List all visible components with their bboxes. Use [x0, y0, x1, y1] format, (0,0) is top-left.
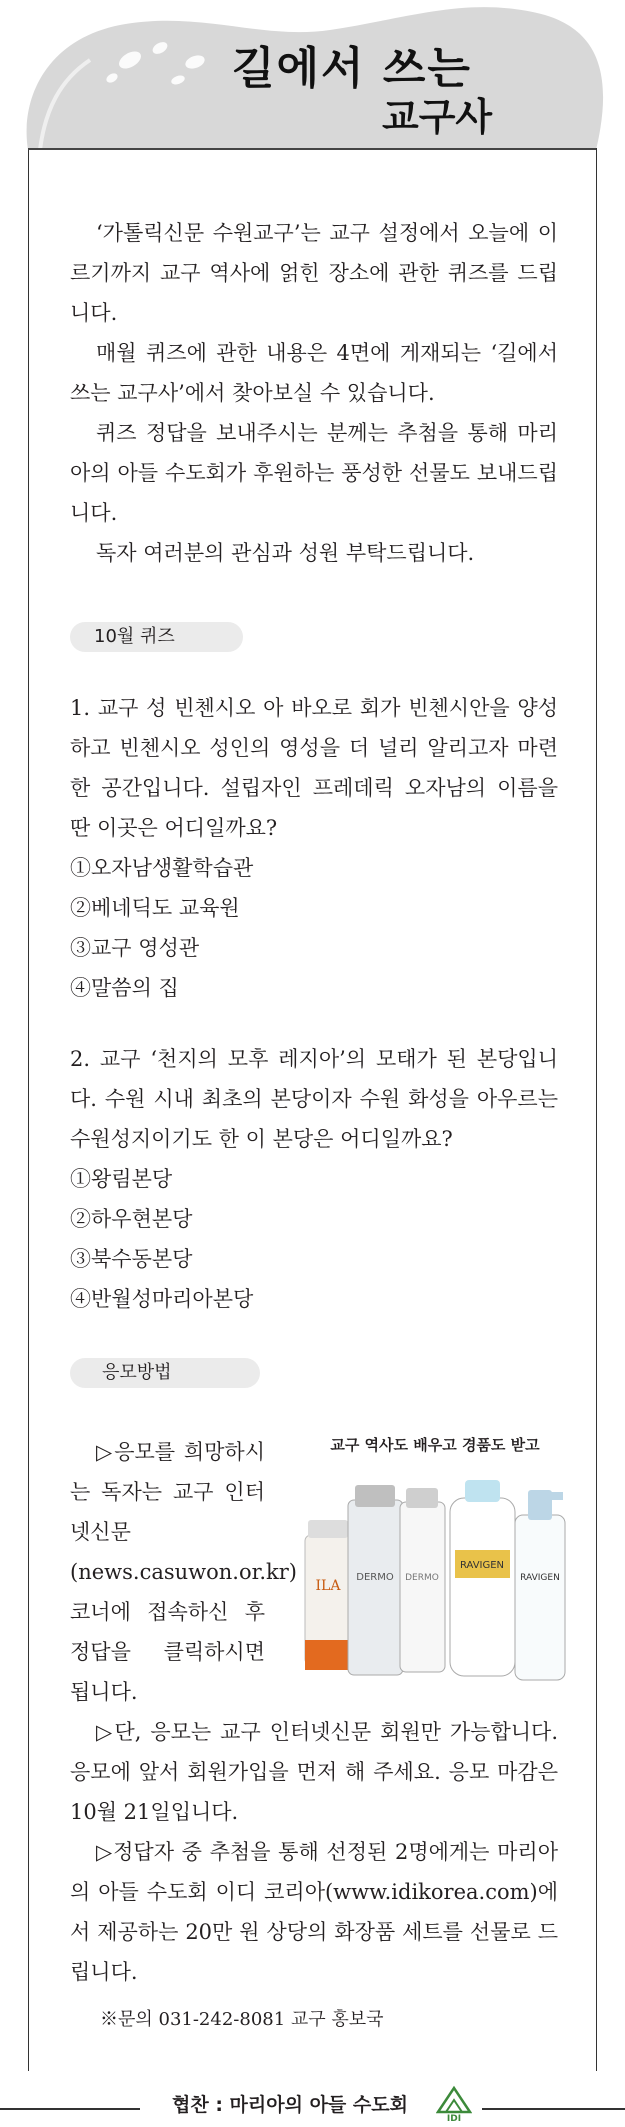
question-2-option: ④반월성마리아본당	[70, 1287, 254, 1311]
footer-rule-right	[482, 2108, 625, 2110]
question-1	[70, 688, 558, 1008]
apply-paragraph-1	[70, 1432, 297, 1712]
cosmetics-set-image	[300, 1480, 570, 1690]
question-1-option: ④말씀의 집	[70, 976, 179, 1000]
header	[0, 0, 625, 150]
title-line-2: 교구사	[382, 95, 493, 139]
question-1-option: ②베네딕도 교육원	[70, 896, 240, 920]
apply-text-2: ▷단, 응모는 교구 인터넷신문 회원만 가능합니다. 응모에 앞서 회원가입을 먼저 해 주세요. 응모 마감은 10월 21일입니다.	[70, 1720, 558, 1824]
intro-paragraph: 매월 퀴즈에 관한 내용은 4면에 게재되는 ‘길에서 쓰는 교구사’에서 찾아보실 수 있습니다.	[70, 341, 558, 405]
question-2-text: 2. 교구 ‘천지의 모후 레지아’의 모태가 된 본당입니다. 수원 시내 최초의 본당이자 수원 화성을 아우르는 수원성지이기도 한 이 본당은 어디일까요?	[70, 1047, 558, 1151]
prize-caption: 교구 역사도 배우고 경품도 받고	[330, 1436, 540, 1454]
logo-text: IDI	[446, 2114, 462, 2122]
frame-top-line	[28, 148, 596, 150]
question-1-option: ③교구 영성관	[70, 936, 200, 960]
intro-paragraph: 독자 여러분의 관심과 성원 부탁드립니다.	[96, 541, 475, 565]
apply-tag: 응모방법	[70, 1358, 260, 1388]
question-2-option: ①왕림본당	[70, 1167, 173, 1191]
tube-label: ILA	[315, 1578, 341, 1594]
title-line-1: 길에서 쓰는	[232, 43, 472, 94]
intro-paragraph: 퀴즈 정답을 보내주시는 분께는 추첨을 통해 마리아의 아들 수도회가 후원하는 풍성한 선물도 보내드립니다.	[70, 421, 558, 525]
footer-rule-left	[0, 2108, 140, 2110]
question-2-option: ③북수동본당	[70, 1247, 193, 1271]
bottle-4-label: RAVIGEN	[459, 1560, 505, 1571]
bottle-2-label: DERMO	[356, 1572, 394, 1583]
contact-info: ※문의 031-242-8081 교구 홍보국	[100, 2009, 384, 2030]
intro-paragraph: ‘가톨릭신문 수원교구’는 교구 설정에서 오늘에 이르기까지 교구 역사에 얽힌 장소에 관한 퀴즈를 드립니다.	[70, 221, 558, 325]
spray-label: RAVIGEN	[520, 1573, 560, 1583]
apply-text-3: ▷정답자 중 추첨을 통해 선정된 2명에게는 마리아의 아들 수도회 이디 코리아(www.idikorea.com)에서 제공하는 20만 원 상당의 화장품 세트를 선물로 드립니다.	[70, 1840, 558, 1984]
sponsor-text: 협찬 : 마리아의 아들 수도회	[172, 2094, 408, 2116]
apply-section	[70, 1712, 558, 1992]
idi-logo-icon	[436, 2082, 472, 2122]
quiz-tag: 10월 퀴즈	[70, 622, 243, 652]
question-1-option: ①오자남생활학습관	[70, 856, 254, 880]
question-2-option: ②하우현본당	[70, 1207, 193, 1231]
apply-text-1: ▷응모를 희망하시는 독자는 교구 인터넷신문(news.casuwon.or.kr) 코너에 접속하신 후 정답을 클릭하시면 됩니다.	[70, 1440, 297, 1704]
question-1-text: 1. 교구 성 빈첸시오 아 바오로 회가 빈첸시안을 양성하고 빈첸시오 성인의 영성을 더 널리 알리고자 마련한 공간입니다. 설립자인 프레데릭 오자남의 이름을 딴 이곳은 어디일까요?	[70, 696, 558, 840]
bottle-3-label: DERMO	[405, 1573, 439, 1583]
question-2	[70, 1039, 558, 1319]
intro-section	[70, 213, 558, 573]
